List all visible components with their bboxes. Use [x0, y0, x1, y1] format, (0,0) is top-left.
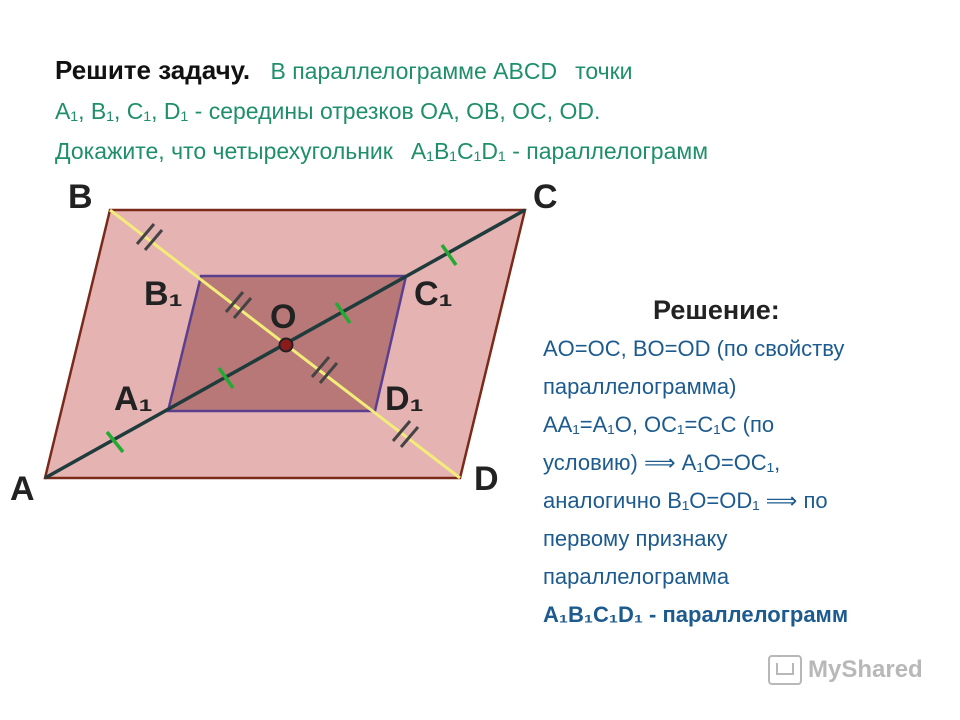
- label-c1: C₁: [414, 275, 453, 313]
- label-d: D: [474, 460, 499, 498]
- label-b: B: [68, 178, 93, 216]
- watermark-text: MyShared: [808, 656, 923, 683]
- solution-line: AA₁=A₁O, OC₁=C₁C (по: [543, 412, 775, 437]
- solution-title: Решение:: [653, 295, 780, 325]
- myshared-logo-icon: [768, 655, 802, 685]
- solution-line: параллелограмма): [543, 374, 737, 399]
- solution-line: AO=OC, BO=OD (по свойству: [543, 336, 845, 361]
- problem-text-3: Докажите, что четырехугольник: [55, 138, 393, 164]
- solution-line: условию) ⟹ A₁O=OC₁,: [543, 450, 781, 475]
- point-o: [280, 339, 293, 352]
- problem-text-1: В параллелограмме ABCD: [270, 58, 558, 84]
- solution-line: аналогично B₁O=OD₁ ⟹ по: [543, 488, 828, 513]
- problem-text-1b: точки: [575, 58, 633, 84]
- problem-heading: Решите задачу.: [55, 55, 251, 85]
- label-a: A: [10, 470, 35, 508]
- solution-line: первому признаку: [543, 526, 728, 551]
- problem-text-3b: A₁B₁C₁D₁ - параллелограмм: [410, 138, 709, 164]
- label-c: C: [533, 178, 558, 216]
- solution-conclusion: A₁B₁C₁D₁ - параллелограмм: [543, 602, 849, 627]
- label-d1: D₁: [385, 380, 424, 418]
- watermark: [768, 655, 923, 685]
- label-b1: B₁: [144, 275, 183, 313]
- label-a1: A₁: [114, 380, 153, 418]
- solution-line: параллелограмма: [543, 564, 730, 589]
- problem-line-2: A₁, B₁, C₁, D₁ - середины отрезков OA, OB, OC, OD.: [55, 98, 601, 124]
- solution-block: [543, 290, 953, 634]
- label-o: O: [270, 298, 297, 336]
